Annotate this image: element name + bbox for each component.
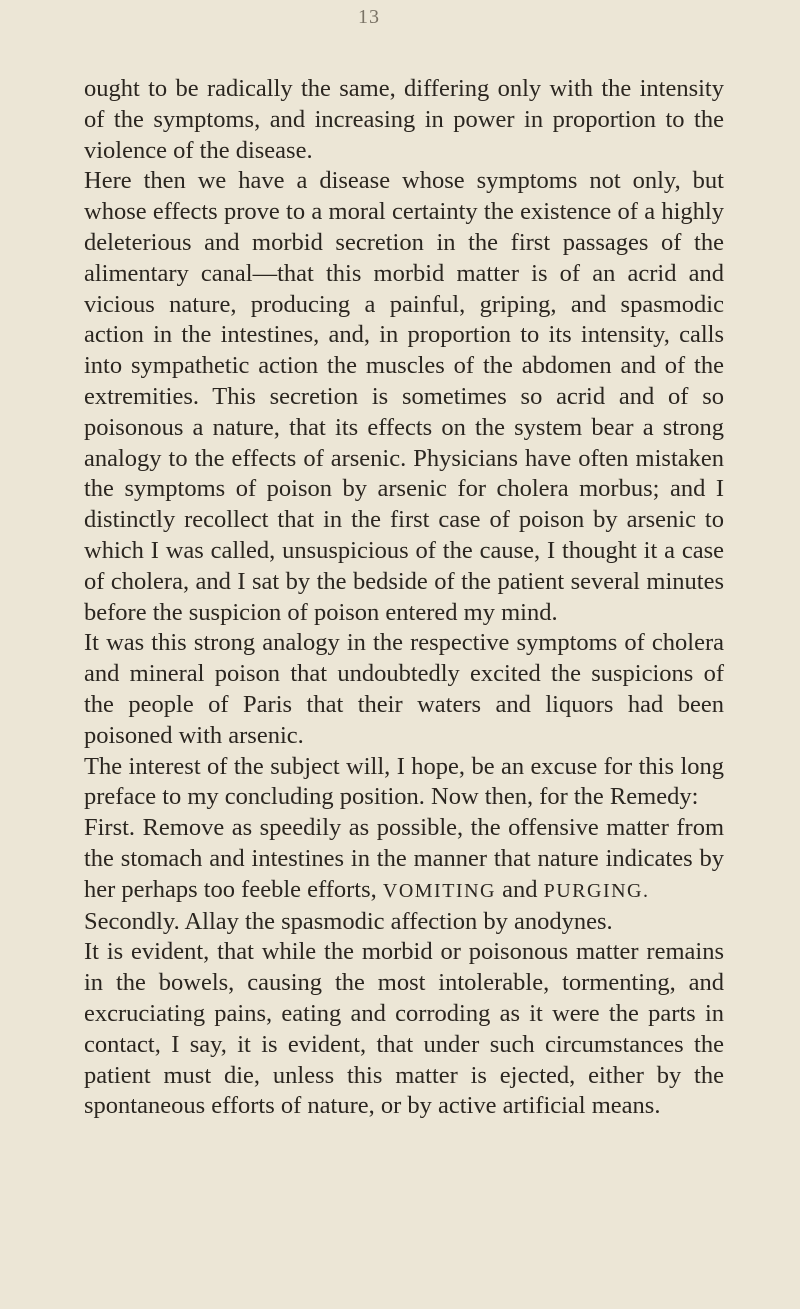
small-caps-term: VOMITING (382, 879, 496, 902)
text-run: First. Remove as speedily as possible, the offensive matter from the stomach and intestines in the manner that nature indicates by her perhaps too feeble efforts, (84, 814, 724, 903)
text-run: Here then we have a disease whose symptoms not only, but whose effects prove to a moral certainty the existence of a highly deleterious and morbid secretion in the first passages of the alimentary canal—that this morbid matter is of an acrid and vicious nature, producing a painful, griping, and spasmodic action in the intestines, and, in proportion to its intensity, calls into sympathetic action the muscles of the abdomen and of the extremities. This secretion is sometimes so acrid and of so poisonous a nature, that its effects on the system bear a strong analogy to the effects of arsenic. Physicians have often mistaken the symptoms of poison by arsenic for cholera morbus; and I distinctly recollect that in the first case of poison by arsenic to which I was called, unsuspicious of the cause, I thought it a case of cholera, and I sat by the bedside of the patient several minutes before the suspicion of poison entered my mind. (84, 167, 724, 626)
paragraph (84, 937, 724, 1122)
paragraph (84, 752, 724, 814)
small-caps-term: PURGING. (543, 879, 650, 902)
text-run: The interest of the subject will, I hope, be an excuse for this long preface to my concluding position. Now then, for the Remedy: (84, 752, 724, 811)
paragraph (84, 813, 724, 906)
paragraph (84, 166, 724, 628)
text-run: Secondly. Allay the spasmodic affection by anodynes. (84, 907, 613, 935)
paragraph (84, 74, 724, 166)
text-run: It is evident, that while the morbid or poisonous matter remains in the bowels, causing the most intolerable, tormenting, and excruciating pains, eating and corroding as it were the parts in contact, I say, it is evident, that under such circumstances the patient must die, unless this matter is ejected, either by the spontaneous efforts of nature, or by active artificial means. (84, 938, 724, 1120)
text-run: and (495, 875, 544, 903)
text-run: It was this strong analogy in the respective symptoms of cholera and mineral poison that undoubtedly excited the suspicions of the people of Paris that their waters and liquors had been poisoned with arsenic. (84, 629, 724, 749)
body-text (84, 74, 724, 1122)
paragraph (84, 628, 724, 751)
paragraph (84, 907, 724, 938)
page-number: 13 (358, 6, 380, 28)
text-run: ought to be radically the same, differing only with the intensity of the symptoms, and increasing in power in proportion to the violence of the disease. (84, 75, 724, 164)
